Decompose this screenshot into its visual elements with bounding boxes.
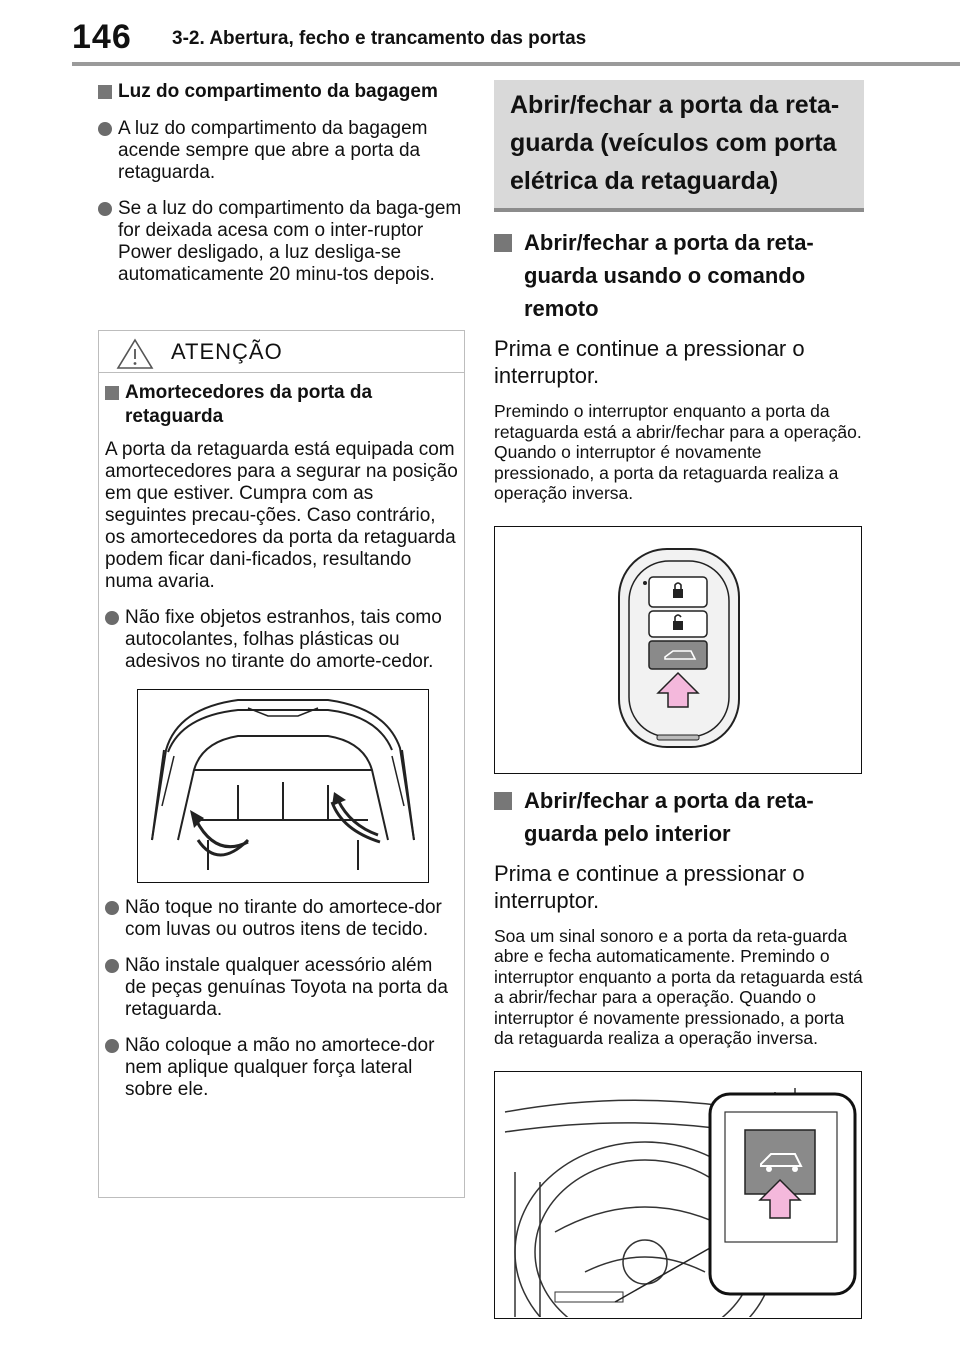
list-item bbox=[105, 607, 458, 673]
list-item bbox=[98, 198, 466, 286]
circle-bullet-icon bbox=[98, 202, 112, 216]
page-header bbox=[0, 0, 960, 70]
circle-bullet-icon bbox=[98, 122, 112, 136]
damper-heading-text: Amortecedores da porta da retaguarda bbox=[125, 382, 373, 427]
dashboard-switch-figure bbox=[494, 1071, 862, 1319]
circle-bullet-icon bbox=[105, 959, 119, 973]
list-item-text: Não instale qualquer acessório além de peças genuínas Toyota na porta da retaguarda. bbox=[125, 955, 448, 1020]
list-item-text: Não fixe objetos estranhos, tais como autocolantes, folhas plásticas ou adesivos no tirante do amorte-cedor. bbox=[125, 607, 442, 672]
circle-bullet-icon bbox=[105, 611, 119, 625]
smart-key-illustration bbox=[495, 527, 860, 772]
left-column bbox=[98, 80, 466, 286]
damper-heading bbox=[105, 381, 458, 429]
caution-paragraph: A porta da retaguarda está equipada com amortecedores para a segurar na posição em que estiver. Cumpra com as seguintes precau-ções. Caso contrário, os amortecedores da porta da retaguarda podem ficar dani-ficados, resultando numa avaria. bbox=[105, 439, 458, 592]
page-number: 146 bbox=[72, 18, 132, 56]
header-divider bbox=[72, 62, 960, 66]
tailgate-illustration bbox=[138, 690, 427, 881]
section-title: Abrir/fechar a porta da reta-guarda (veículos com porta elétrica da retaguarda) bbox=[510, 91, 840, 195]
circle-bullet-icon bbox=[105, 1039, 119, 1053]
list-item-text: Se a luz do compartimento da baga-gem for deixada acesa com o inter-ruptor Power desligado, a luz desliga-se automaticamente 20 minu-tos depois. bbox=[118, 198, 462, 285]
smart-key-figure bbox=[494, 526, 862, 774]
list-item bbox=[105, 955, 458, 1021]
square-bullet-icon bbox=[494, 792, 512, 810]
list-item-text: Não toque no tirante do amortece-dor com luvas ou outros itens de tecido. bbox=[125, 897, 442, 940]
interior-instruction: Prima e continue a pressionar o interruptor. bbox=[494, 860, 805, 913]
circle-bullet-icon bbox=[105, 901, 119, 915]
square-bullet-icon bbox=[494, 234, 512, 252]
remote-heading-text: Abrir/fechar a porta da reta-guarda usando o comando remoto bbox=[524, 230, 814, 321]
warning-triangle-icon bbox=[115, 337, 155, 371]
remote-note: Premindo o interruptor enquanto a porta da retaguarda está a abrir/fechar para a operação. Quando o interruptor é novamente pressionado, a porta da retaguarda realiza a operação inversa. bbox=[494, 401, 862, 503]
list-item-text: Não coloque a mão no amortece-dor nem aplique qualquer força lateral sobre ele. bbox=[125, 1035, 435, 1100]
remote-instruction: Prima e continue a pressionar o interruptor. bbox=[494, 336, 805, 388]
dashboard-illustration bbox=[495, 1072, 860, 1317]
chapter-title: 3-2. Abertura, fecho e trancamento das portas bbox=[172, 28, 587, 49]
luggage-light-heading-text: Luz do compartimento da bagagem bbox=[118, 81, 438, 102]
caution-label: ATENÇÃO bbox=[171, 339, 283, 364]
square-bullet-icon bbox=[98, 85, 112, 99]
interior-heading bbox=[494, 784, 864, 850]
list-item-text: A luz do compartimento da bagagem acende sempre que abre a porta da retaguarda. bbox=[118, 118, 428, 183]
caution-header bbox=[99, 331, 464, 373]
caution-box bbox=[98, 330, 465, 1198]
right-column bbox=[494, 80, 864, 1319]
list-item bbox=[105, 897, 458, 941]
remote-heading bbox=[494, 226, 864, 325]
interior-heading-text: Abrir/fechar a porta da reta-guarda pelo interior bbox=[524, 787, 814, 846]
tailgate-damper-figure bbox=[137, 689, 429, 883]
interior-note: Soa um sinal sonoro e a porta da reta-guarda abre e fecha automaticamente. Premindo o interruptor enquanto a porta da retaguarda está a abrir/fechar para a operação. Quando o interruptor é novamente pressionado, a porta da retaguarda realiza a operação inversa. bbox=[494, 925, 863, 1048]
section-title-box bbox=[494, 80, 864, 212]
list-item bbox=[105, 1035, 458, 1101]
square-bullet-icon bbox=[105, 386, 119, 400]
luggage-light-heading bbox=[98, 80, 466, 104]
list-item bbox=[98, 118, 466, 184]
